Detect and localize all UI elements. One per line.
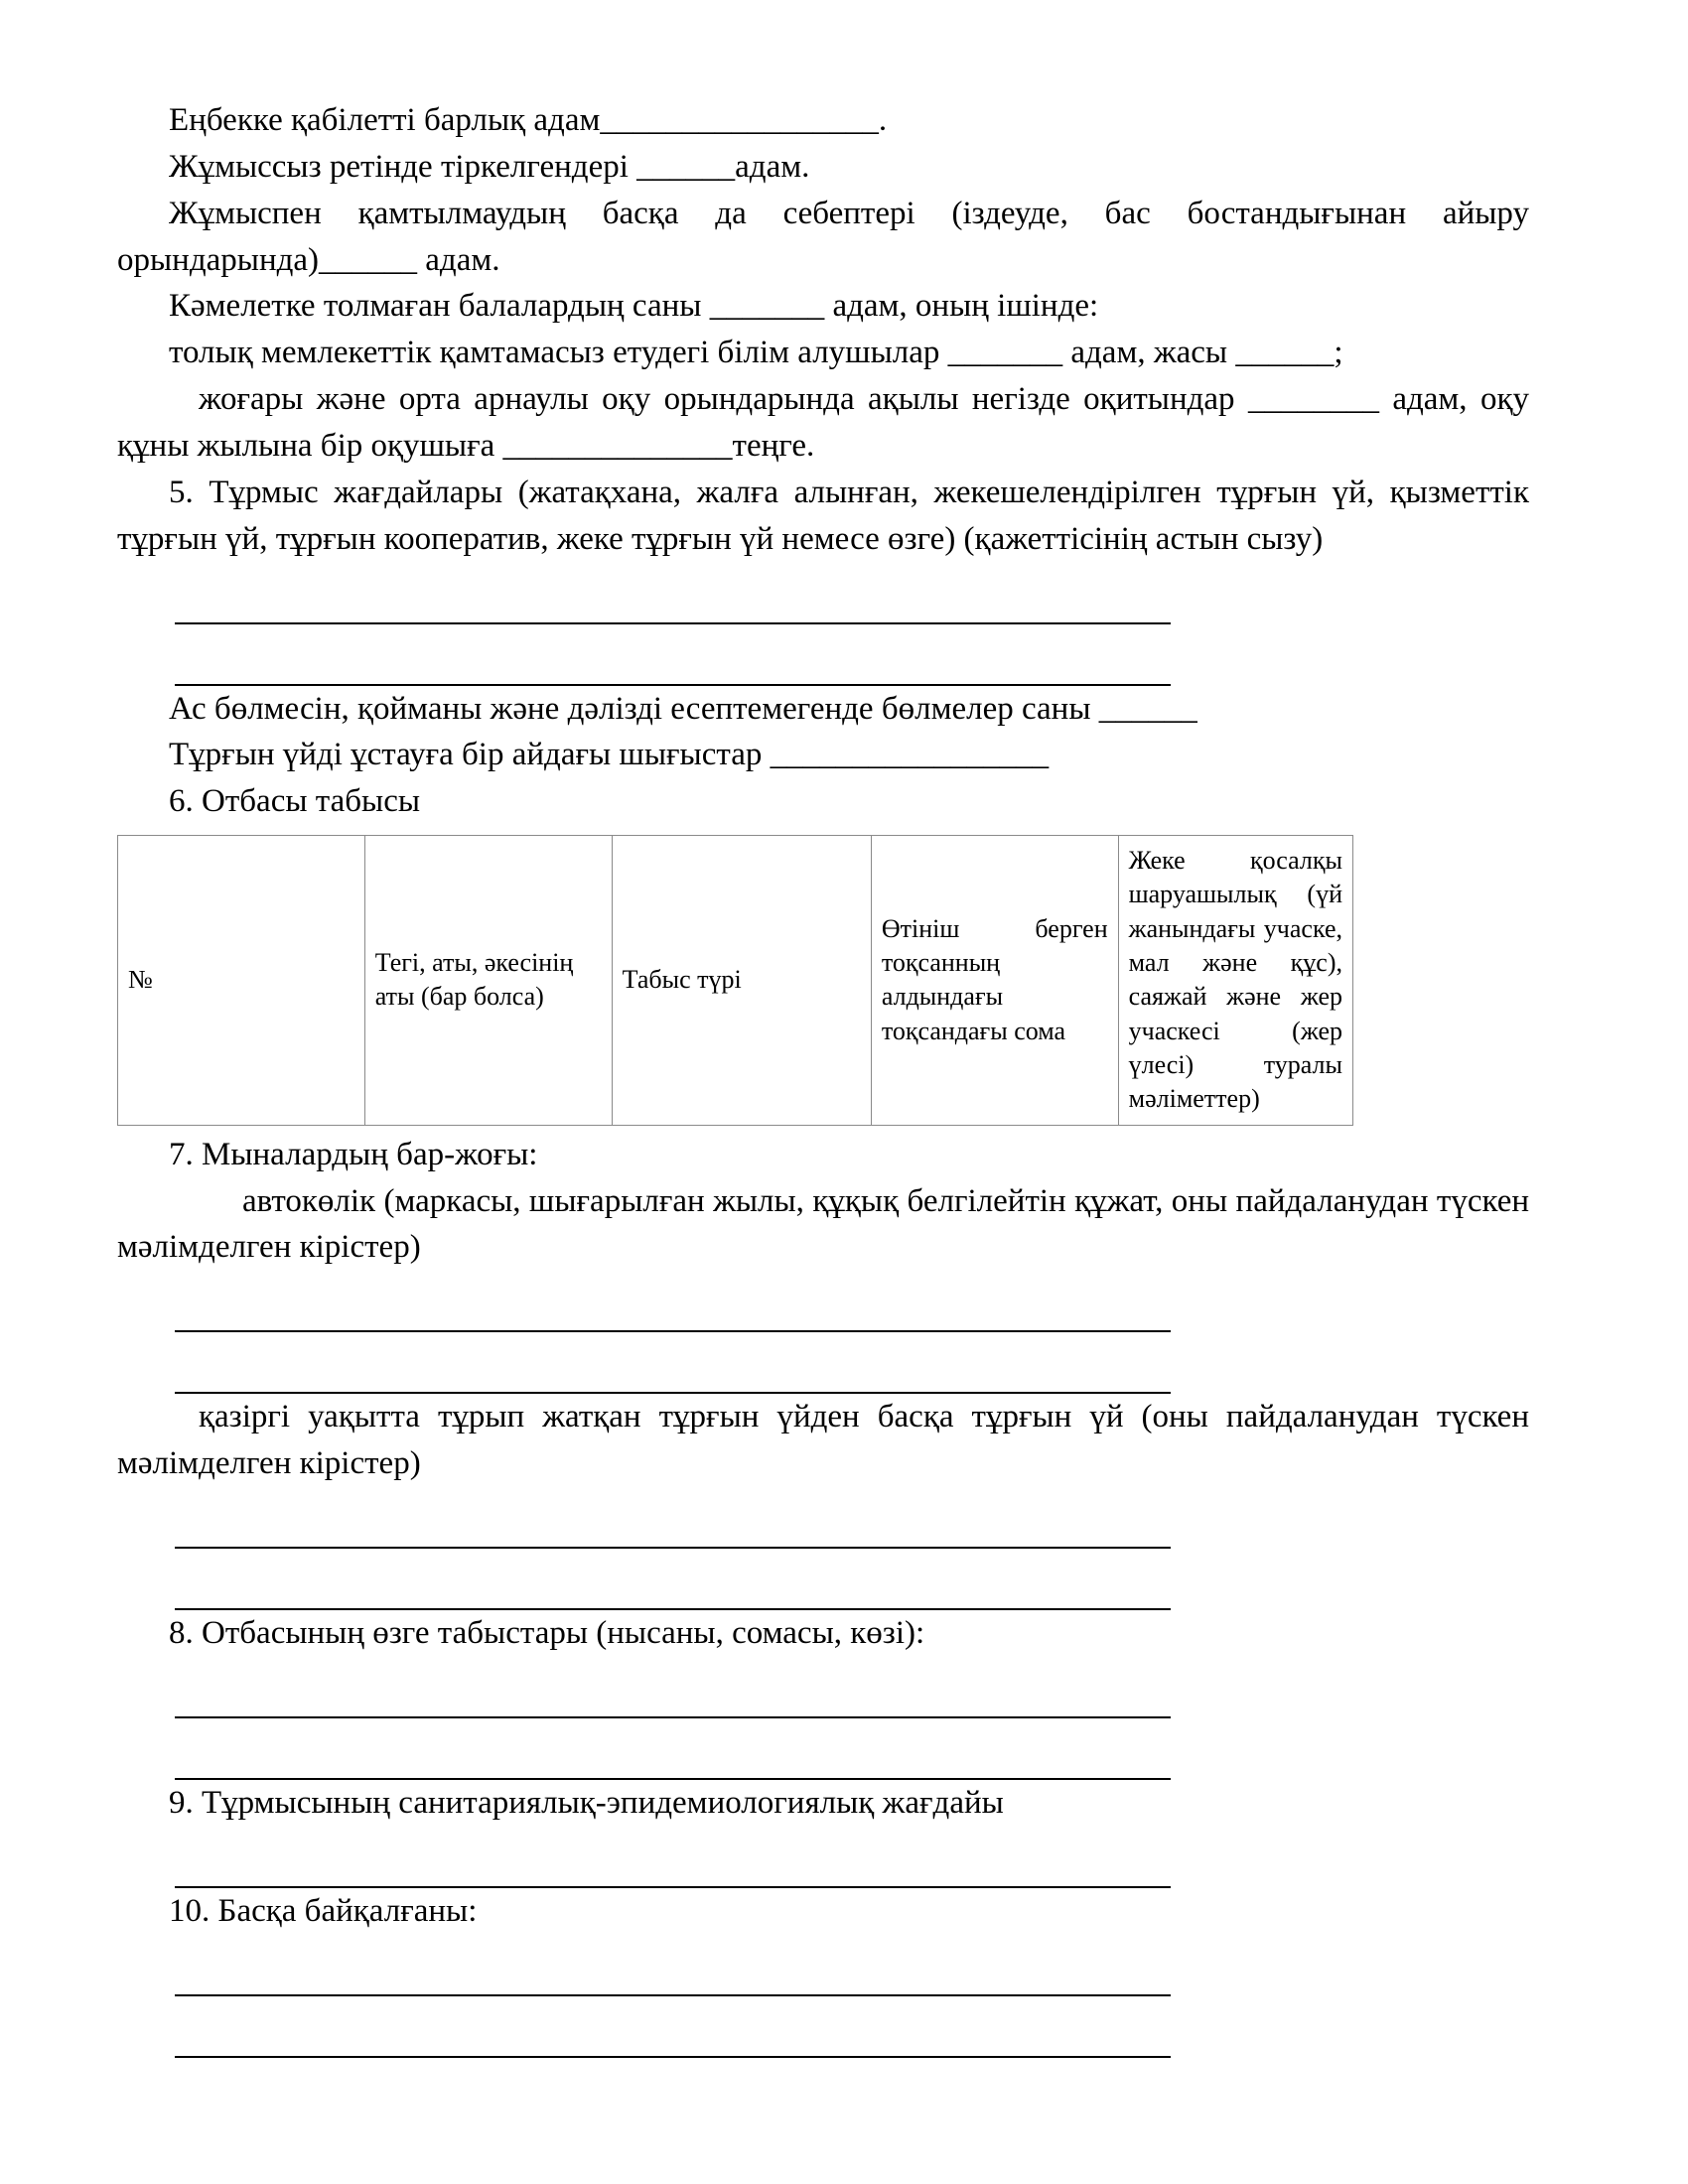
rooms-count-line: Ас бөлмесін, қойманы және дәлізді есептемегенде бөлмелер саны ______ bbox=[169, 690, 1197, 727]
income-table-header-row bbox=[118, 836, 1353, 1126]
section7-availability-title: 7. Мыналардың бар-жоғы: bbox=[169, 1136, 538, 1172]
section6-family-income-title: 6. Отбасы табысы bbox=[169, 783, 421, 820]
income-col-number: № bbox=[118, 836, 365, 1126]
family-income-table bbox=[117, 835, 1353, 1126]
monthly-housing-expenses-line: Тұрғын үйді ұстауға бір айдағы шығыстар _________________ bbox=[169, 737, 1050, 773]
income-col-quarter-sum: Өтініш берген тоқсанның алдындағы тоқсандағы сома bbox=[871, 836, 1118, 1126]
income-col-subsidiary-farm: Жеке қосалқы шаруашылық (үй жанындағы учаске, мал және құс), саяжай және жер учаскесі (жер үлесі) туралы мәліметтер) bbox=[1118, 836, 1352, 1126]
car-info-line: автокөлік (маркасы, шығарылған жылы, құқық белгілейтін құжат, оны пайдаланудан түскен мәлімделген кірістер) bbox=[117, 1182, 1529, 1266]
blank-fill-line bbox=[175, 1487, 1171, 1549]
other-housing-line: қазіргі уақытта тұрып жатқан тұрғын үйден басқа тұрғын үй (оны пайдаланудан түскен мәлімделген кірістер) bbox=[117, 1399, 1529, 1482]
income-col-income-type: Табыс түрі bbox=[612, 836, 871, 1126]
section8-other-income-title: 8. Отбасының өзге табыстары (нысаны, сомасы, көзі): bbox=[169, 1614, 925, 1651]
blank-fill-line bbox=[175, 1657, 1171, 1718]
income-col-fullname: Тегі, аты, әкесінің аты (бар болса) bbox=[364, 836, 612, 1126]
state-supported-students-line: толық мемлекеттік қамтамасыз етудегі білім алушылар _______ адам, жасы ______; bbox=[169, 335, 1343, 371]
unemployed-registered-line: Жұмыссыз ретінде тіркелгендері ______адам. bbox=[169, 148, 810, 185]
section9-sanitary-title: 9. Тұрмысының санитариялық-эпидемиологиялық жағдайы bbox=[169, 1784, 1004, 1821]
blank-fill-line bbox=[175, 563, 1171, 624]
non-employment-reasons-line: Жұмыспен қамтылмаудың басқа да себептері (іздеуде, бас бостандығынан айыру орындарында)______ адам. bbox=[117, 195, 1529, 278]
able-bodied-count-line: Еңбекке қабілетті барлық адам_________________. bbox=[169, 102, 888, 138]
blank-fill-line bbox=[175, 1718, 1171, 1780]
section5-housing-conditions-line: 5. Тұрмыс жағдайлары (жатақхана, жалға алынған, жекешелендірілген тұрғын үй, қызметтік тұрғын үй, тұрғын кооператив, жеке тұрғын үй немесе өзге) (қажеттісінің астын сызу) bbox=[117, 474, 1529, 557]
minor-children-count-line: Кәмелетке толмаған балалардың саны _______ адам, оның ішінде: bbox=[169, 288, 1099, 325]
paid-education-students-line: жоғары және орта арнаулы оқу орындарында ақылы негізде оқитындар ________ адам, оқу құны жылына бір оқушыға ______________теңге. bbox=[117, 381, 1529, 465]
blank-fill-line bbox=[175, 1332, 1171, 1394]
section10-other-observations-title: 10. Басқа байқалғаны: bbox=[169, 1892, 478, 1929]
blank-fill-line bbox=[175, 1996, 1171, 2058]
blank-fill-line bbox=[175, 1549, 1171, 1610]
blank-fill-line bbox=[175, 624, 1171, 686]
blank-fill-line bbox=[175, 1827, 1171, 1888]
blank-fill-line bbox=[175, 1271, 1171, 1332]
blank-fill-line bbox=[175, 1935, 1171, 1996]
